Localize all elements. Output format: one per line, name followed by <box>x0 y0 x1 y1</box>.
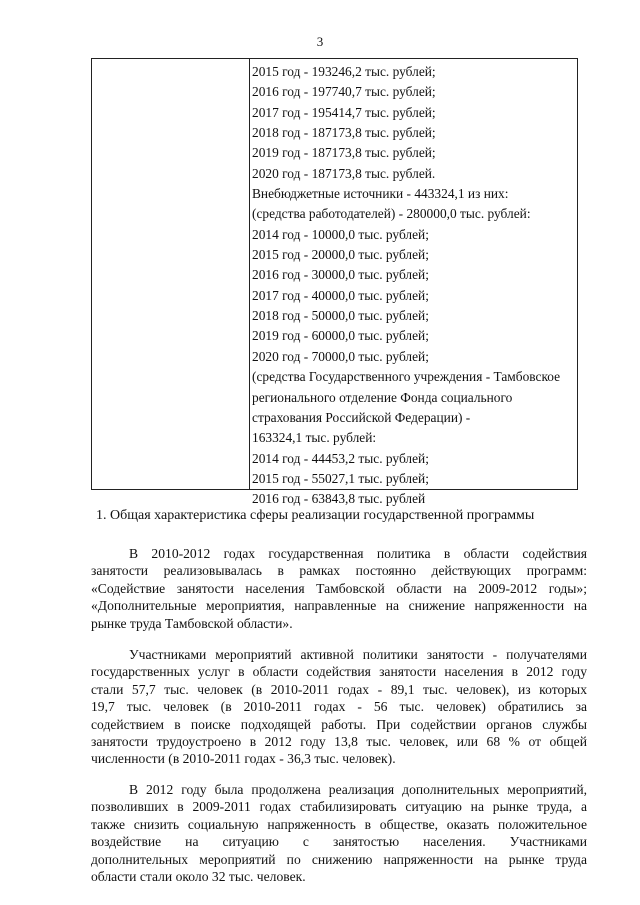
table-column-divider <box>249 59 250 489</box>
funding-line: (средства работодателей) - 280000,0 тыс. рублей: <box>252 206 531 222</box>
paragraph-line: содействием в поиске подходящей работы. При содействии органов службы <box>91 716 587 732</box>
paragraph-line: дополнительных мероприятий по снижению напряженности на рынке труда <box>91 851 587 867</box>
paragraph <box>91 646 587 768</box>
funding-line: (средства Государственного учреждения - Тамбовское <box>252 369 561 385</box>
funding-line: 2015 год - 20000,0 тыс. рублей; <box>252 247 429 263</box>
funding-line: 2016 год - 197740,7 тыс. рублей; <box>252 84 436 100</box>
funding-line: 2014 год - 10000,0 тыс. рублей; <box>252 226 429 242</box>
funding-line: 163324,1 тыс. рублей: <box>252 430 377 446</box>
funding-line: 2020 год - 187173,8 тыс. рублей. <box>252 165 436 181</box>
page-number: 3 <box>316 34 324 49</box>
paragraph-line: В 2010-2012 годах государственная политика в области содействия <box>129 546 587 561</box>
paragraph-line: рынке труда Тамбовской области». <box>91 615 293 631</box>
funding-line: 2016 год - 30000,0 тыс. рублей; <box>252 267 429 283</box>
paragraph-line: государственных услуг в области содействия занятости населения в 2012 году <box>91 664 587 680</box>
funding-line: Внебюджетные источники - 443324,1 из них: <box>252 186 509 202</box>
funding-line: 2015 год - 55027,1 тыс. рублей; <box>252 470 429 486</box>
paragraph <box>91 545 587 632</box>
paragraph-line: Участниками мероприятий активной политики занятости - получателями <box>129 647 587 663</box>
funding-line: 2020 год - 70000,0 тыс. рублей; <box>252 348 429 364</box>
paragraph-line: области стали около 32 тыс. человек. <box>91 868 306 884</box>
paragraph-line: В 2012 году была продолжена реализация дополнительных мероприятий, <box>129 781 587 797</box>
program-info-table <box>91 58 578 507</box>
funding-line: 2017 год - 195414,7 тыс. рублей; <box>252 104 436 120</box>
funding-line: 2019 год - 60000,0 тыс. рублей; <box>252 328 429 344</box>
funding-line: страхования Российской Федерации) - <box>252 409 471 425</box>
paragraph-line: позволивших в 2009-2011 годах стабилизировать ситуацию на рынке труда, а <box>91 799 587 815</box>
paragraph-line: 19,7 тыс. человек (в 2010-2011 годах - 56 тыс. человек) обратились за <box>91 699 587 715</box>
funding-line: 2016 год - 63843,8 тыс. рублей <box>252 491 426 507</box>
paragraph-line: воздействие на ситуацию с занятостью населения. Участниками <box>91 834 587 850</box>
paragraph-line: стали 57,7 тыс. человек (в 2010-2011 годах - 89,1 тыс. человек), из которых <box>91 681 587 697</box>
paragraph-line: также снизить социальную напряженность в обществе, оказать положительное <box>91 816 587 832</box>
paragraph-line: численности (в 2010-2011 годах - 36,3 тыс. человек). <box>91 751 396 767</box>
paragraph <box>91 781 587 885</box>
funding-cell <box>252 62 575 510</box>
funding-line: 2017 год - 40000,0 тыс. рублей; <box>252 287 429 303</box>
paragraph-line: «Содействие занятости населения Тамбовской области на 2009-2012 годы»; <box>91 580 587 596</box>
funding-line: 2019 год - 187173,8 тыс. рублей; <box>252 145 436 161</box>
paragraph-line: занятости трудоустроено в 2012 году 13,8 тыс. человек, или 68 % от общей <box>91 734 587 750</box>
funding-line: 2018 год - 50000,0 тыс. рублей; <box>252 308 429 324</box>
funding-line: 2014 год - 44453,2 тыс. рублей; <box>252 450 429 466</box>
funding-line: регионального отделение Фонда социального <box>252 389 513 405</box>
funding-line: 2015 год - 193246,2 тыс. рублей; <box>252 64 436 79</box>
section-heading: 1. Общая характеристика сферы реализации государственной программы <box>96 508 535 523</box>
body-text <box>91 545 587 885</box>
funding-line: 2018 год - 187173,8 тыс. рублей; <box>252 125 436 141</box>
paragraph-line: «Дополнительные мероприятия, направленные на снижение напряженности на <box>91 598 587 614</box>
paragraph-line: занятости реализовывалась в рамках постоянно действующих программ: <box>91 563 587 579</box>
